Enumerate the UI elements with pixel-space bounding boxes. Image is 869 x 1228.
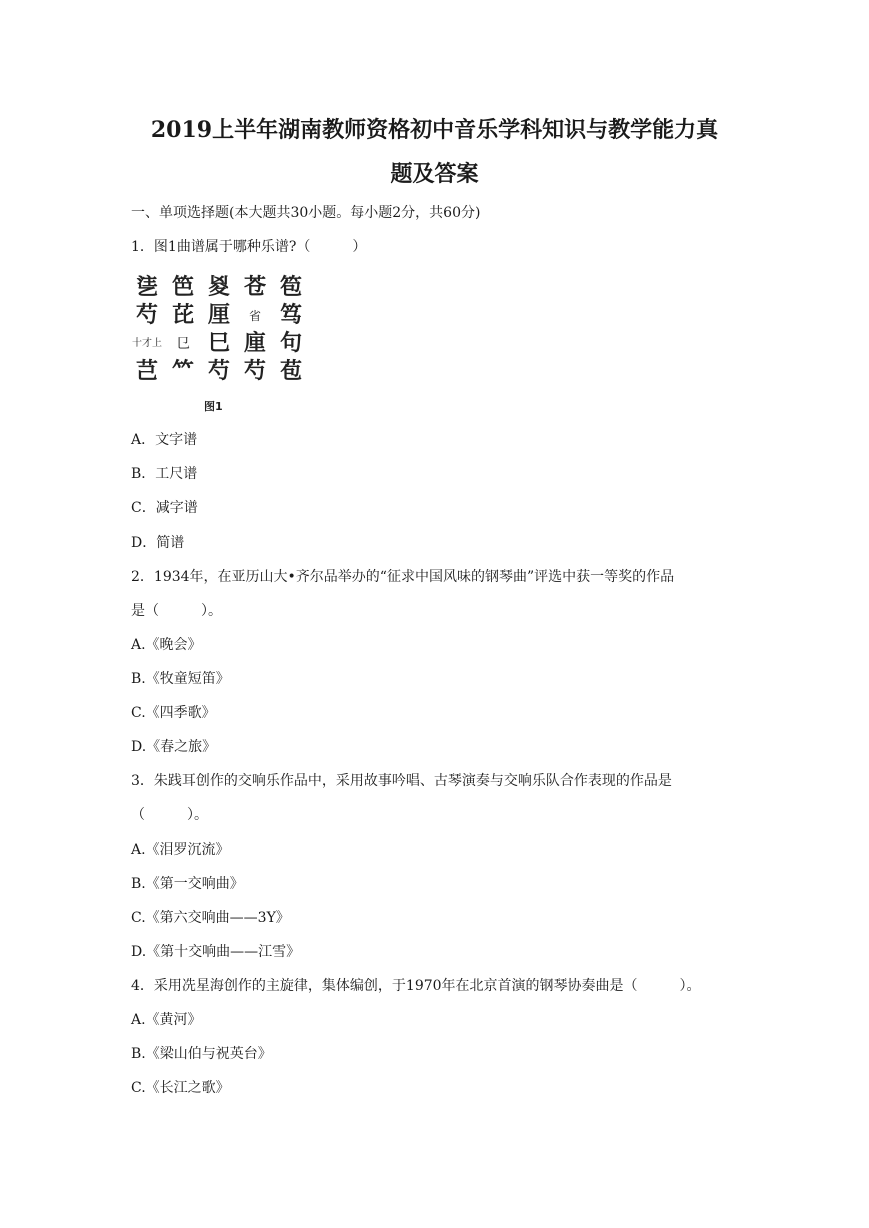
question-2-stem-line-2: 是（ ）。 (131, 603, 222, 619)
question-3-option-a: A.《泪罗沉流》 (131, 842, 230, 858)
question-2-option-b: B.《牧童短笛》 (131, 671, 230, 687)
document-title-line-1: 2019上半年湖南教师资格初中音乐学科知识与教学能力真 (150, 117, 719, 143)
question-2-option-d: D.《春之旅》 (131, 739, 217, 755)
question-4-option-b: B.《梁山伯与祝英台》 (131, 1046, 272, 1062)
question-1-option-b: B．工尺谱 (131, 466, 198, 482)
notation-glyph: 十才上 (132, 338, 162, 349)
figure-1-column (238, 274, 272, 386)
notation-glyph: 㔾 (176, 336, 190, 352)
figure-1-column (166, 274, 200, 386)
notation-glyph: 芍 (135, 303, 158, 328)
question-2-stem-line-1: 2．1934年，在亚历山大•齐尔品举办的“征求中国风味的钢琴曲”评选中获一等奖的作品 (131, 569, 675, 585)
figure-1-score-image (130, 274, 310, 416)
notation-glyph: 巳 (207, 331, 230, 356)
question-1-option-d: D．简谱 (131, 535, 185, 551)
notation-glyph: 笃 (279, 303, 302, 328)
figure-1-column (130, 274, 164, 386)
question-1-option-c: C．减字谱 (131, 500, 198, 516)
question-1-option-a: A．文字谱 (131, 432, 198, 448)
figure-1-column (274, 274, 308, 386)
notation-glyph: 芍 (207, 359, 230, 384)
notation-glyph: 笣 (279, 275, 302, 300)
question-3-stem-line-2: （ ）。 (131, 807, 208, 823)
notation-glyph: 芑 (135, 359, 158, 384)
notation-glyph: 苞 (279, 359, 302, 384)
notation-glyph: 句 (279, 331, 302, 356)
question-2-option-a: A.《晚会》 (131, 637, 202, 653)
notation-glyph: 苍 (243, 275, 266, 300)
question-4-stem: 4．采用冼星海创作的主旋律，集体编创，于1970年在北京首演的钢琴协奏曲是（ ）。 (131, 978, 701, 994)
notation-glyph: 㢆 (243, 331, 266, 356)
notation-glyph: 芍 (243, 359, 266, 384)
notation-glyph: 㚇 (207, 275, 230, 300)
notation-glyph: 芘 (171, 303, 194, 328)
notation-glyph: 乼 (135, 275, 158, 300)
figure-1-column (202, 274, 236, 386)
question-3-option-d: D.《第十交响曲——江雪》 (131, 944, 301, 960)
notation-glyph: 省 (248, 309, 261, 323)
section-heading: 一、单项选择题(本大题共30小题。每小题2分，共60分) (131, 205, 481, 221)
question-2-option-c: C.《四季歌》 (131, 705, 216, 721)
question-3-option-c: C.《第六交响曲——3Y》 (131, 910, 290, 926)
question-1-stem: 1．图1曲谱属于哪种乐谱?（ ） (131, 239, 367, 255)
question-4-option-c: C.《长江之歌》 (131, 1080, 230, 1096)
question-3-option-b: B.《第一交响曲》 (131, 876, 244, 892)
notation-glyph: 笆 (171, 275, 194, 300)
notation-glyph: 𥫗 (171, 359, 194, 384)
question-3-stem-line-1: 3．朱践耳创作的交响乐作品中，采用故事吟唱、古琴演奏与交响乐队合作表现的作品是 (131, 773, 672, 789)
notation-glyph: 厘 (207, 303, 230, 328)
figure-1-caption: 图1 (204, 400, 223, 413)
question-4-option-a: A.《黄河》 (131, 1012, 202, 1028)
document-title-line-2: 题及答案 (390, 161, 479, 187)
